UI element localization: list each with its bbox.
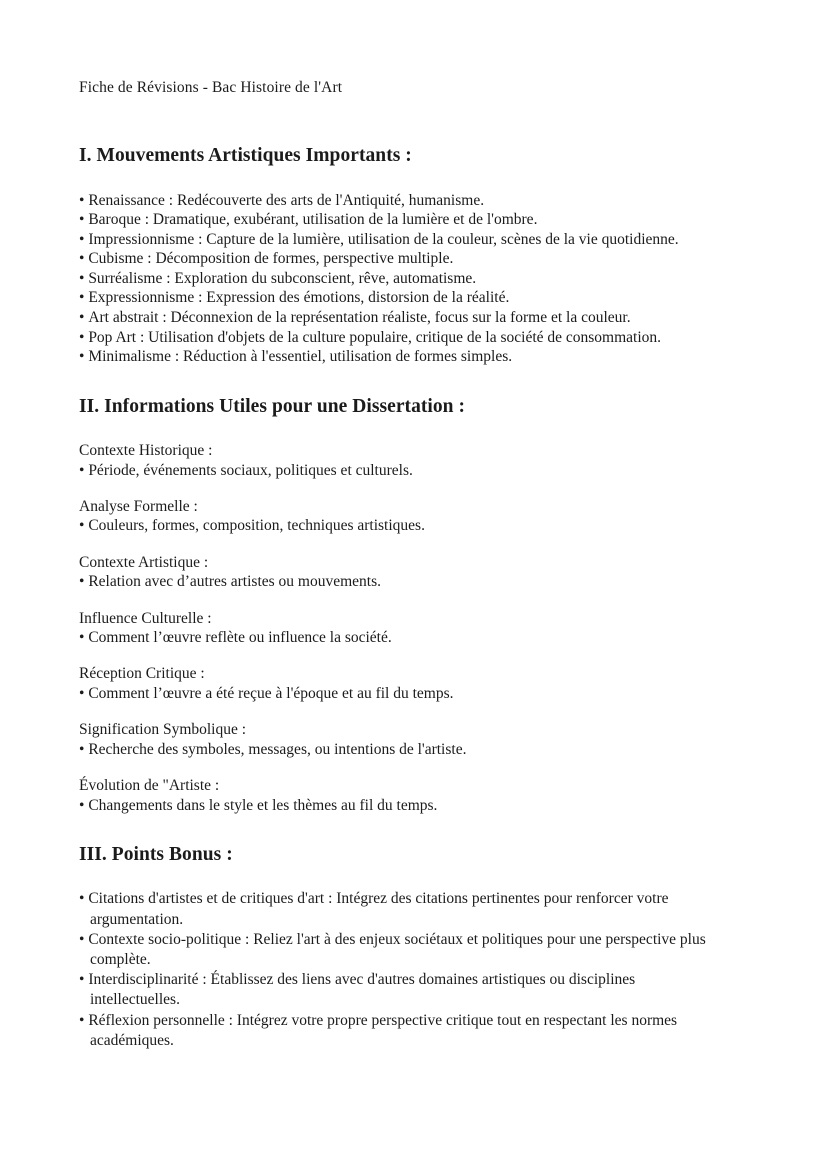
list-item: • Art abstrait : Déconnexion de la représentation réaliste, focus sur la forme et la couleur.: [79, 308, 728, 328]
section-informations-utiles: [79, 395, 728, 815]
list-item: • Impressionnisme : Capture de la lumière, utilisation de la couleur, scènes de la vie quotidienne.: [79, 230, 728, 250]
subsection-label: Signification Symbolique :: [79, 721, 247, 739]
bullet-list-signification-symbolique: [79, 740, 728, 759]
subsection-contexte-historique: [79, 441, 728, 480]
list-item: • Expressionnisme : Expression des émotions, distorsion de la réalité.: [79, 288, 728, 308]
bullet-list-contexte-historique: [79, 461, 728, 480]
subsection-evolution-artiste: [79, 776, 728, 815]
list-item: • Relation avec d’autres artistes ou mouvements.: [79, 572, 728, 591]
list-item: • Citations d'artistes et de critiques d'art : Intégrez des citations pertinentes pour renforcer votre argumentation.: [79, 889, 728, 929]
list-item: • Couleurs, formes, composition, techniques artistiques.: [79, 516, 728, 535]
list-item: • Période, événements sociaux, politiques et culturels.: [79, 461, 728, 480]
list-item: • Réflexion personnelle : Intégrez votre propre perspective critique tout en respectant les normes académiques.: [79, 1011, 728, 1051]
list-item: • Comment l’œuvre reflète ou influence la société.: [79, 628, 728, 647]
subsection-reception-critique: [79, 664, 728, 703]
bullet-list-mouvements: [79, 191, 728, 367]
list-item: • Comment l’œuvre a été reçue à l'époque et au fil du temps.: [79, 684, 728, 703]
list-item: • Contexte socio-politique : Reliez l'art à des enjeux sociétaux et politiques pour une perspective plus complète.: [79, 930, 728, 970]
bullet-list-analyse-formelle: [79, 516, 728, 535]
bullet-list-evolution-artiste: [79, 796, 728, 815]
subsection-label: Contexte Artistique :: [79, 553, 209, 571]
list-item: • Changements dans le style et les thèmes au fil du temps.: [79, 796, 728, 815]
section-heading-iii: III. Points Bonus :: [79, 843, 233, 865]
list-item: • Minimalisme : Réduction à l'essentiel, utilisation de formes simples.: [79, 347, 728, 367]
subsection-label: Contexte Historique :: [79, 442, 213, 460]
bullet-list-contexte-artistique: [79, 572, 728, 591]
section-heading-i: I. Mouvements Artistiques Importants :: [79, 145, 412, 167]
section-heading-ii: II. Informations Utiles pour une Dissertation :: [79, 395, 466, 417]
subsection-signification-symbolique: [79, 720, 728, 759]
list-item: • Cubisme : Décomposition de formes, perspective multiple.: [79, 249, 728, 269]
subsection-contexte-artistique: [79, 553, 728, 592]
document-title: Fiche de Révisions - Bac Histoire de l'Art: [79, 79, 343, 96]
list-item: • Interdisciplinarité : Établissez des liens avec d'autres domaines artistiques ou disciplines intellectuelles.: [79, 970, 728, 1010]
subsection-label: Analyse Formelle :: [79, 498, 198, 516]
bullet-list-influence-culturelle: [79, 628, 728, 647]
list-item: • Recherche des symboles, messages, ou intentions de l'artiste.: [79, 740, 728, 759]
bullet-list-points-bonus: [79, 889, 728, 1051]
list-item: • Baroque : Dramatique, exubérant, utilisation de la lumière et de l'ombre.: [79, 210, 728, 230]
subsection-influence-culturelle: [79, 609, 728, 648]
subsection-analyse-formelle: [79, 497, 728, 536]
bullet-list-reception-critique: [79, 684, 728, 703]
list-item: • Surréalisme : Exploration du subconscient, rêve, automatisme.: [79, 269, 728, 289]
subsection-label: Influence Culturelle :: [79, 609, 212, 627]
section-points-bonus: [79, 843, 728, 1051]
subsection-label: Réception Critique :: [79, 665, 205, 683]
section-mouvements-artistiques: [79, 144, 728, 367]
list-item: • Pop Art : Utilisation d'objets de la culture populaire, critique de la société de consommation.: [79, 328, 728, 348]
subsection-label: Évolution de "Artiste :: [79, 777, 220, 795]
list-item: • Renaissance : Redécouverte des arts de l'Antiquité, humanisme.: [79, 191, 728, 211]
